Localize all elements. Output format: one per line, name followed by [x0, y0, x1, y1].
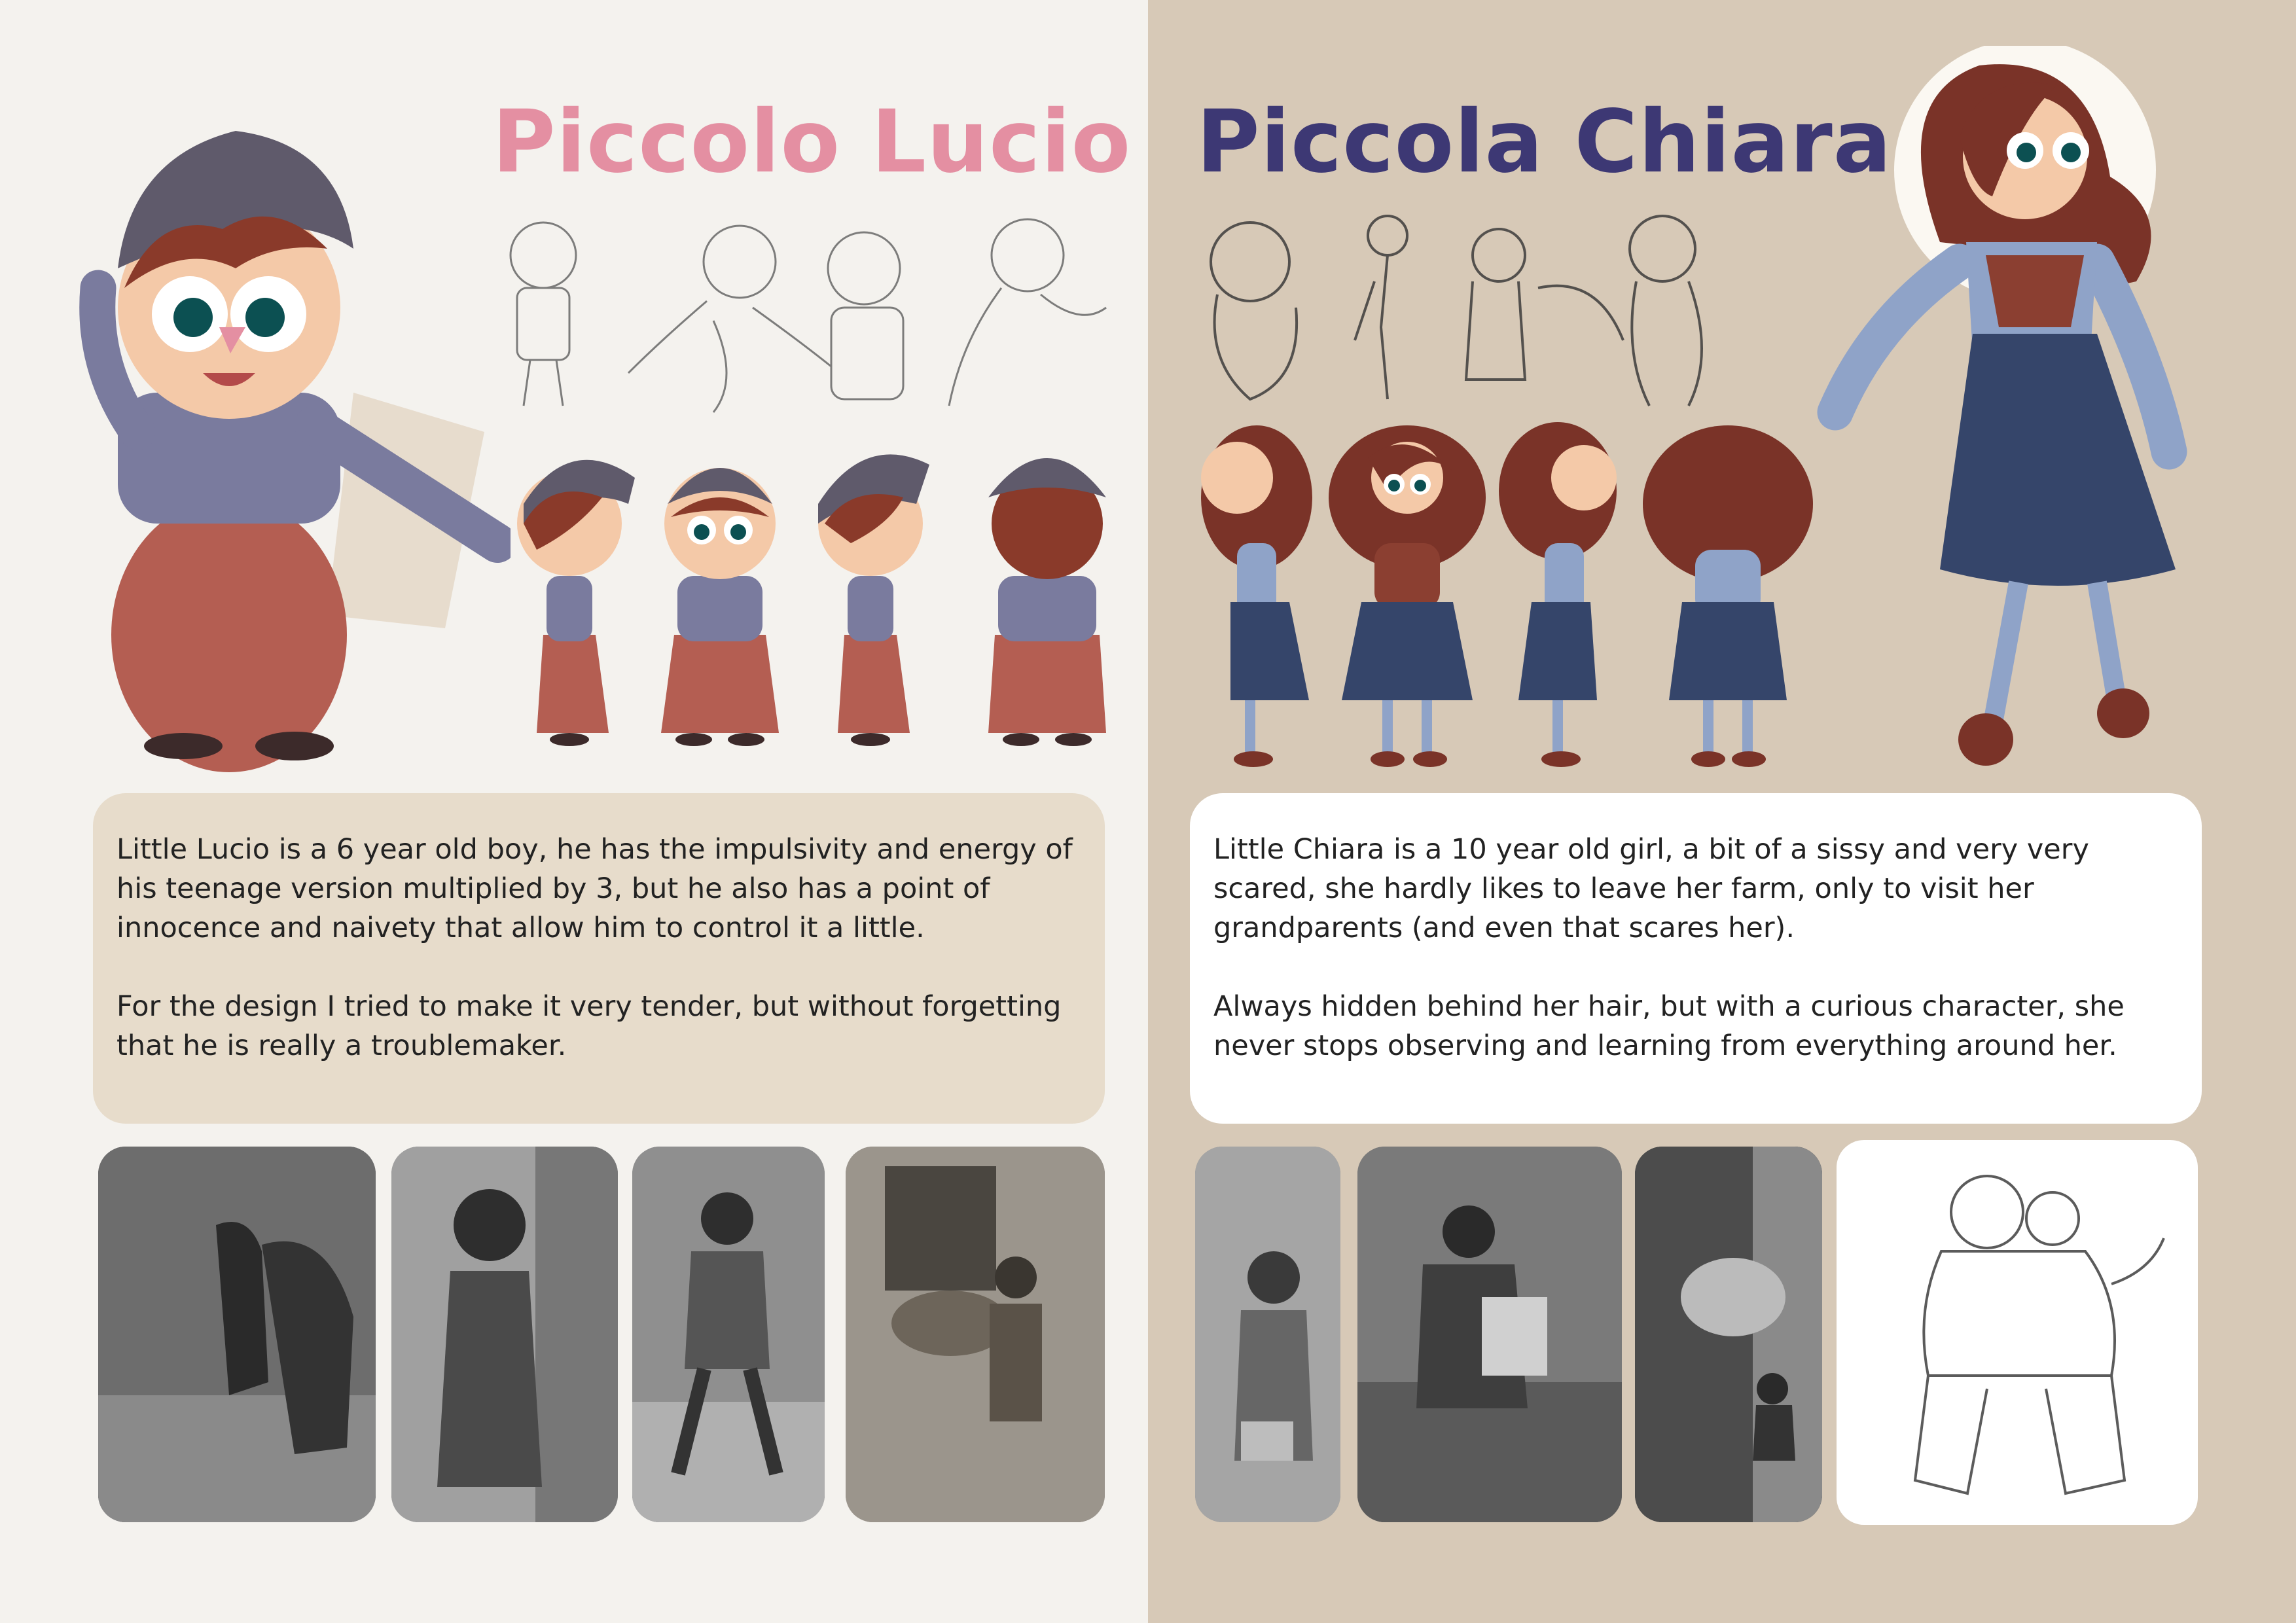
- photo-image: [1195, 1147, 1340, 1522]
- chiara-description-box: [1190, 793, 2202, 1124]
- photo-image: [391, 1147, 618, 1522]
- photo-image: [846, 1147, 1105, 1522]
- chiara-turnaround: [1191, 406, 1846, 779]
- chiara-reference-photo-3: [1635, 1147, 1822, 1522]
- right-page: [1148, 0, 2296, 1623]
- lucio-reference-photo-2: [391, 1147, 618, 1522]
- lucio-description-paragraph-1: Little Lucio is a 6 year old boy, he has the impulsivity and energy of his teenage version multiplied by 3, but he also has a point of innocence and naivety that allow him to control it a little.: [117, 833, 1073, 944]
- chiara-reference-photo-1: [1195, 1147, 1340, 1522]
- chiara-title: Piccola Chiara: [1196, 92, 1892, 192]
- photo-image: [1357, 1147, 1622, 1522]
- chiara-description-paragraph-1: Little Chiara is a 10 year old girl, a bit of a sissy and very very scared, she hardly likes to leave her farm, only to visit her grandparents (and even that scares her).: [1213, 833, 2089, 944]
- lucio-turnaround: [497, 425, 1126, 766]
- lucio-description-box: [93, 793, 1105, 1124]
- chiara-description-paragraph-2: Always hidden behind her hair, but with a curious character, she never stops observing and learning from everything around her.: [1213, 990, 2125, 1062]
- lucio-reference-photo-1: [98, 1147, 376, 1522]
- lucio-reference-photo-3: [632, 1147, 825, 1522]
- lucio-reference-photo-4: [846, 1147, 1105, 1522]
- chiara-reference-photo-2: [1357, 1147, 1622, 1522]
- photo-image: [98, 1147, 376, 1522]
- chiara-reference-sketch: [1837, 1140, 2198, 1525]
- chiara-main-illustration: [1809, 46, 2280, 779]
- chiara-sketches: [1191, 209, 1728, 412]
- photo-image: [632, 1147, 825, 1522]
- lucio-main-illustration: [79, 118, 511, 772]
- photo-image: [1635, 1147, 1822, 1522]
- photo-image: [1837, 1140, 2198, 1525]
- lucio-sketches: [491, 209, 1119, 425]
- lucio-title: Piccolo Lucio: [492, 92, 1132, 192]
- lucio-description-paragraph-2: For the design I tried to make it very tender, but without forgetting that he is really a troublemaker.: [117, 990, 1062, 1062]
